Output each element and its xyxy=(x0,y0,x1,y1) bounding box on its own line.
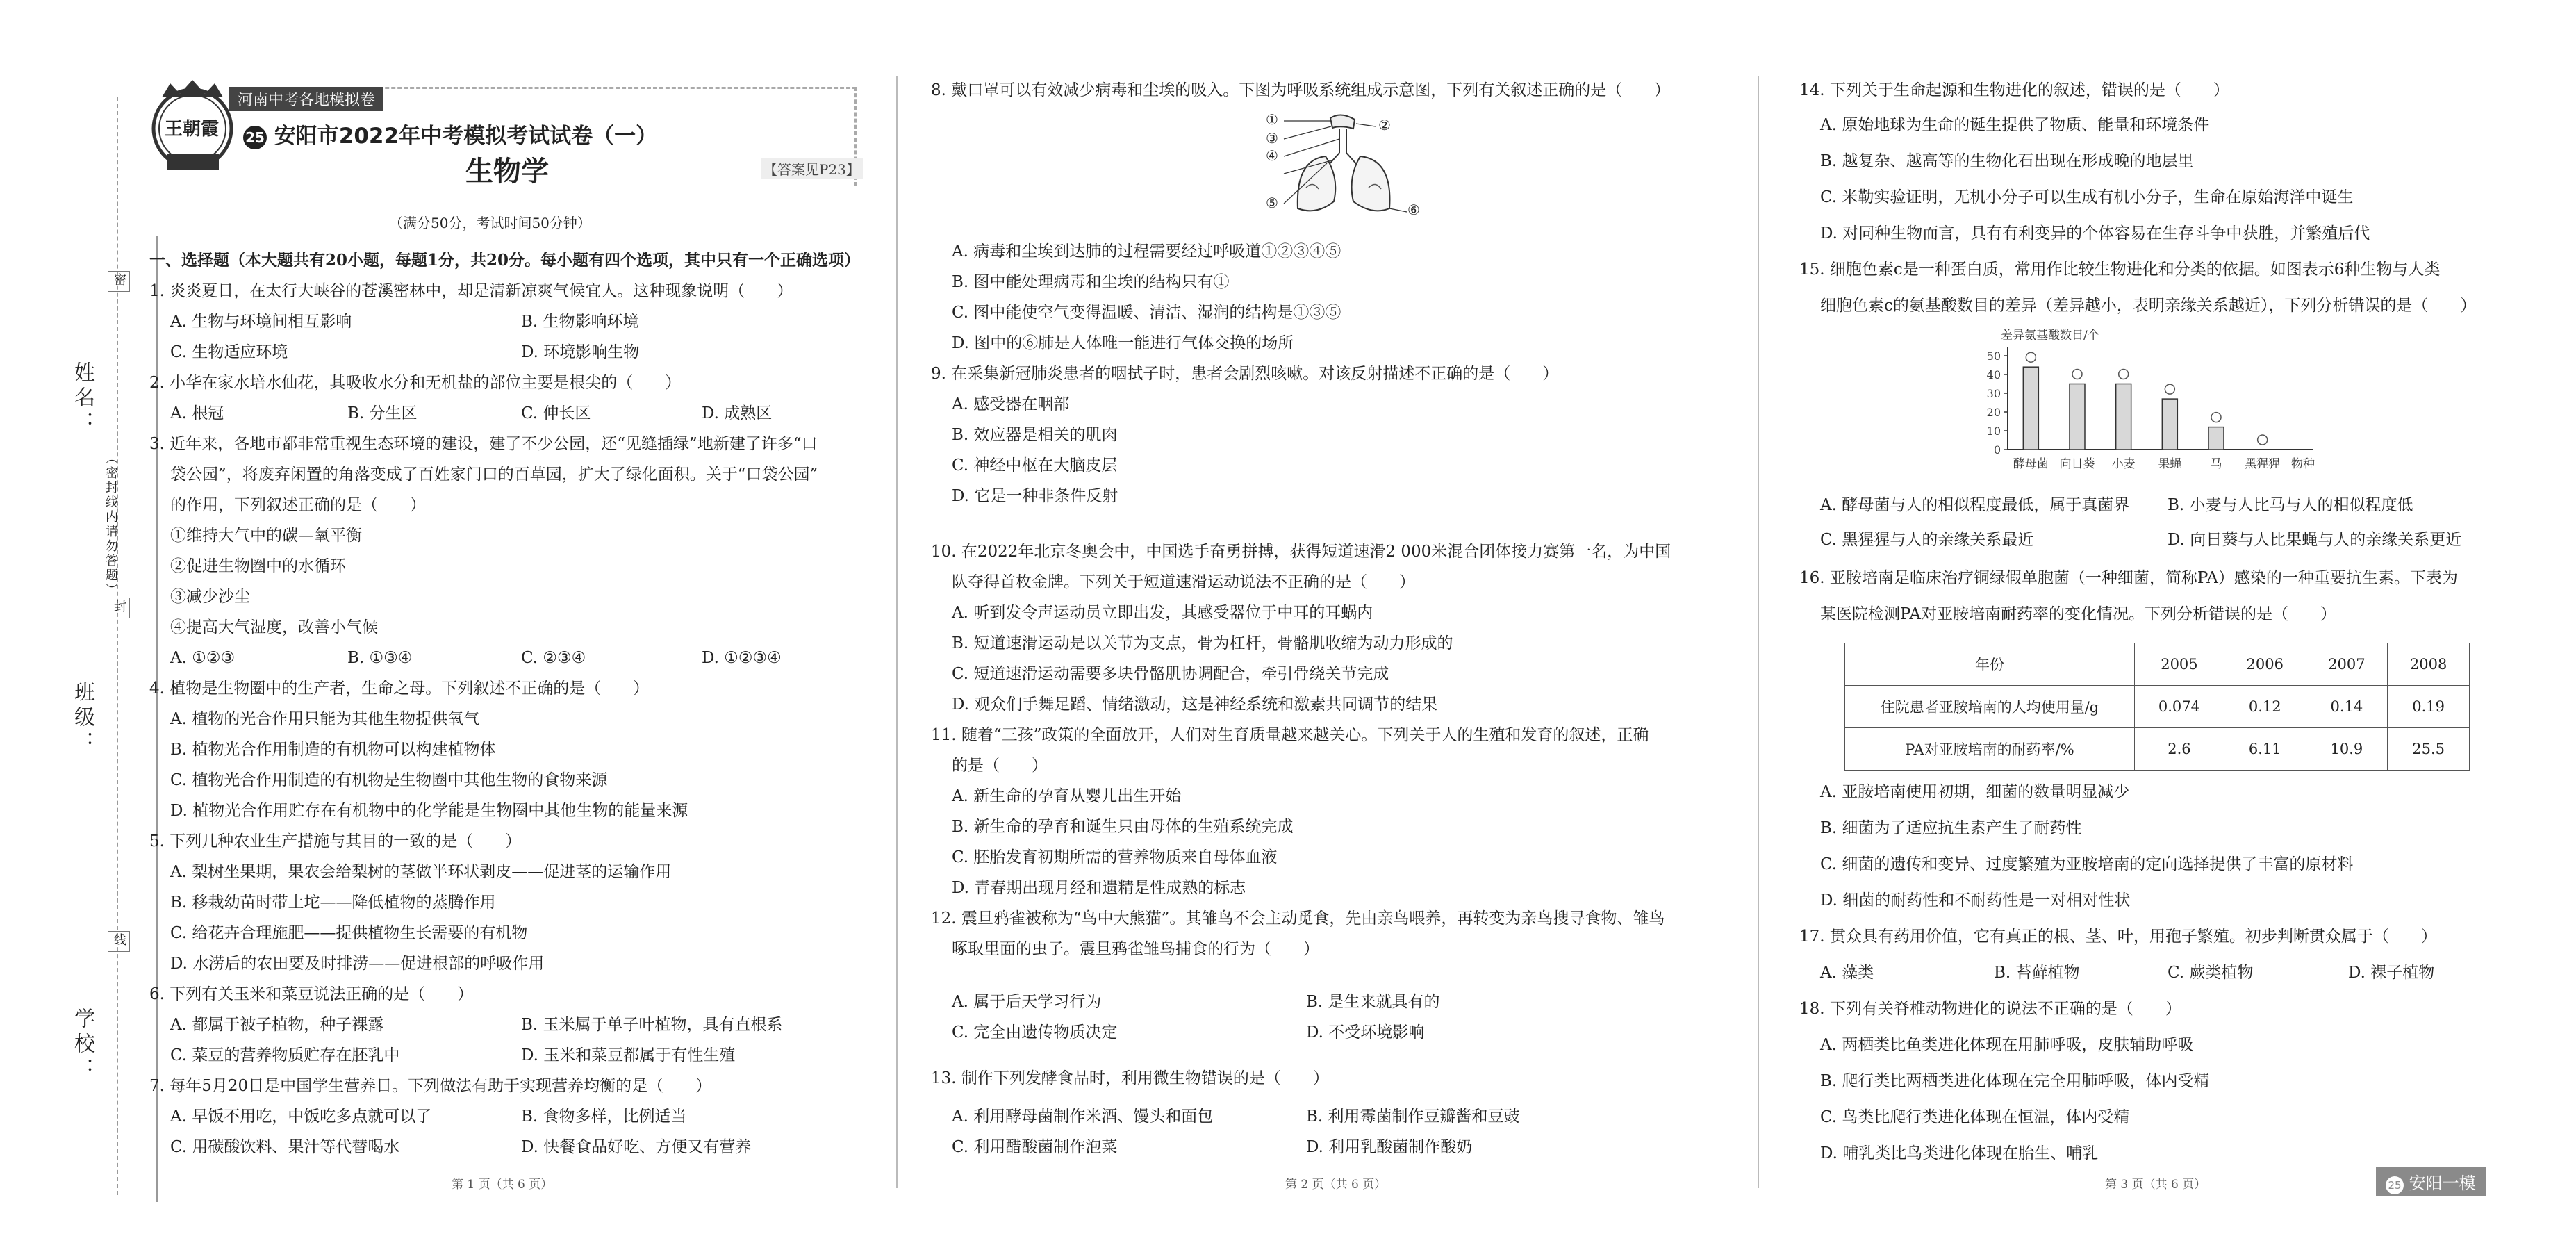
table-header-row xyxy=(1845,643,2470,686)
q6-option-d: D. 玉米和菜豆都属于有性生殖 xyxy=(521,1046,736,1064)
y-axis-label: 差异氨基酸数目/个 xyxy=(2001,329,2099,343)
q17-option-c: C. 蕨类植物 xyxy=(2168,964,2254,982)
amino-acid-chart xyxy=(1959,328,2348,481)
bar xyxy=(2208,427,2224,450)
score-info: （满分50分，考试时间50分钟） xyxy=(389,215,591,231)
q3-option-a: A. ①②③ xyxy=(170,649,236,667)
diagram-label-1: ① xyxy=(1266,111,1278,128)
q14-option-b: B. 越复杂、越高等的生物化石出现在形成晚的地层里 xyxy=(1820,152,2194,170)
name-label: 姓名： xyxy=(70,361,94,436)
q18-option-c: C. 鸟类比爬行类进化体现在恒温，体内受精 xyxy=(1820,1108,2130,1126)
bar xyxy=(2023,367,2038,450)
q11-stem-line1: 11. 随着“三孩”政策的全面放开，人们对生育质量越来越关心。下列关于人的生殖和发育的叙述，正确 xyxy=(931,726,1649,744)
x-tick-label: 向日葵 xyxy=(2059,457,2095,471)
organism-icon xyxy=(2026,352,2036,362)
y-tick-label: 10 xyxy=(1986,425,2001,438)
q11-option-b: B. 新生命的孕育和诞生只由母体的生殖系统完成 xyxy=(952,818,1294,836)
table-cell: 年份 xyxy=(1845,643,2135,686)
q16-option-d: D. 细菌的耐药性和不耐药性是一对相对性状 xyxy=(1820,891,2131,909)
q15-option-d: D. 向日葵与人比果蝇与人的亲缘关系更近 xyxy=(2168,531,2462,549)
exam-title-row xyxy=(243,118,657,149)
exam-tag-number: 25 xyxy=(2386,1176,2404,1194)
q14-option-a: A. 原始地球为生命的诞生提供了物质、能量和环境条件 xyxy=(1820,116,2210,134)
table-cell: 2008 xyxy=(2388,643,2470,686)
q11-option-c: C. 胚胎发育初期所需的营养物质来自母体血液 xyxy=(952,848,1278,866)
diagram-label-6: ⑥ xyxy=(1407,201,1420,218)
q13-option-c: C. 利用醋酸菌制作泡菜 xyxy=(952,1138,1118,1156)
q13-option-a: A. 利用酵母菌制作米酒、馒头和面包 xyxy=(952,1108,1214,1126)
exam-tag xyxy=(2376,1167,2486,1196)
q12-stem-line2: 啄取里面的虫子。震旦鸦雀雏鸟捕食的行为（ ） xyxy=(952,940,1319,958)
q3-option-b: B. ①③④ xyxy=(347,649,413,667)
table-cell: 住院患者亚胺培南的人均使用量/g xyxy=(1845,686,2135,728)
q18-option-a: A. 两栖类比鱼类进化体现在用肺呼吸，皮肤辅助呼吸 xyxy=(1820,1036,2194,1054)
q11-option-a: A. 新生命的孕育从婴儿出生开始 xyxy=(952,787,1182,805)
q11-stem-line2: 的是（ ） xyxy=(952,757,1048,775)
q17-option-d: D. 裸子植物 xyxy=(2348,964,2435,982)
q17-option-a: A. 藻类 xyxy=(1820,964,1874,982)
mark-feng: 封 xyxy=(108,598,130,618)
x-tick-label: 果蝇 xyxy=(2158,457,2182,471)
diagram-label-4: ④ xyxy=(1266,147,1278,164)
y-tick-label: 40 xyxy=(1986,368,2001,381)
q12-option-b: B. 是生来就具有的 xyxy=(1306,993,1440,1011)
q3-stem-line2: 袋公园”，将废弃闲置的角落变成了百姓家门口的百草园，扩大了绿化面积。关于“口袋公园” xyxy=(170,466,818,484)
q12-stem-line1: 12. 震旦鸦雀被称为“鸟中大熊猫”。其雏鸟不会主动觅食，先由亲鸟喂养，再转变为亲鸟搜寻食物、雏鸟 xyxy=(931,909,1665,928)
mark-xian: 线 xyxy=(108,931,130,952)
table-cell: PA对亚胺培南的耐药率/% xyxy=(1845,728,2135,771)
mark-mi: 密 xyxy=(108,271,130,292)
seal-note: （密封线内请勿答题） xyxy=(104,452,118,598)
y-tick-label: 30 xyxy=(1986,387,2001,400)
q16-option-a: A. 亚胺培南使用初期，细菌的数量明显减少 xyxy=(1820,783,2130,801)
q16-stem-line2: 某医院检测PA对亚胺培南耐药率的变化情况。下列分析错误的是（ ） xyxy=(1820,605,2336,623)
q3-option-c: C. ②③④ xyxy=(521,649,586,667)
q2-option-a: A. 根冠 xyxy=(170,404,224,422)
school-label: 学校： xyxy=(70,1007,94,1083)
lungs-diagram-icon xyxy=(1264,111,1424,226)
bar-chart xyxy=(1959,328,2348,481)
table-cell: 25.5 xyxy=(2388,728,2470,771)
q4-option-c: C. 植物光合作用制造的有机物是生物圈中其他生物的食物来源 xyxy=(170,771,608,789)
logo xyxy=(149,76,236,181)
table-cell: 0.074 xyxy=(2135,686,2224,728)
q14-option-c: C. 米勒实验证明，无机小分子可以生成有机小分子，生命在原始海洋中诞生 xyxy=(1820,188,2354,206)
table-cell: 0.14 xyxy=(2306,686,2388,728)
x-axis-label: 物种 xyxy=(2291,457,2315,471)
q4-option-a: A. 植物的光合作用只能为其他生物提供氧气 xyxy=(170,710,480,728)
q7-option-a: A. 早饭不用吃，中饭吃多点就可以了 xyxy=(170,1108,432,1126)
table-cell: 2006 xyxy=(2224,643,2306,686)
diagram-label-5: ⑤ xyxy=(1266,195,1278,211)
q5-stem: 5. 下列几种农业生产措施与其目的一致的是（ ） xyxy=(149,832,522,850)
x-tick-label: 酵母菌 xyxy=(2013,457,2049,471)
table-cell: 0.12 xyxy=(2224,686,2306,728)
bar xyxy=(2116,384,2131,450)
q14-option-d: D. 对同种生物而言，具有有利变异的个体容易在生存斗争中获胜，并繁殖后代 xyxy=(1820,224,2370,242)
q13-stem: 13. 制作下列发酵食品时，利用微生物错误的是（ ） xyxy=(931,1069,1329,1087)
q10-option-b: B. 短道速滑运动是以关节为支点，骨为杠杆，骨骼肌收缩为动力形成的 xyxy=(952,634,1453,652)
q4-stem: 4. 植物是生物圈中的生产者，生命之母。下列叙述不正确的是（ ） xyxy=(149,680,650,698)
q7-option-b: B. 食物多样，比例适当 xyxy=(521,1108,687,1126)
q8-stem: 8. 戴口罩可以有效减少病毒和尘埃的吸入。下图为呼吸系统组成示意图，下列有关叙述正确的是（ ） xyxy=(931,81,1671,99)
q16-stem-line1: 16. 亚胺培南是临床治疗铜绿假单胞菌（一种细菌，简称PA）感染的一种重要抗生素。下表为 xyxy=(1799,569,2458,587)
q12-option-c: C. 完全由遗传物质决定 xyxy=(952,1023,1118,1042)
q16-option-b: B. 细菌为了适应抗生素产生了耐药性 xyxy=(1820,819,2082,837)
q1-option-b: B. 生物影响环境 xyxy=(521,313,639,331)
q10-option-d: D. 观众们手舞足蹈、情绪激动，这是神经系统和激素共同调节的结果 xyxy=(952,695,1438,714)
q15-stem-line1: 15. 细胞色素c是一种蛋白质，常用作比较生物进化和分类的依据。如图表示6种生物与人类 xyxy=(1799,261,2441,279)
q16-option-c: C. 细菌的遗传和变异、过度繁殖为亚胺培南的定向选择提供了丰富的原材料 xyxy=(1820,855,2354,873)
section-title: 一、选择题（本大题共有20小题，每题1分，共20分。每小题有四个选项，其中只有一个正确选项） xyxy=(149,251,861,270)
q7-option-d: D. 快餐食品好吃、方便又有营养 xyxy=(521,1138,752,1156)
q5-option-c: C. 给花卉合理施肥——提供植物生长需要的有机物 xyxy=(170,924,528,942)
organism-icon xyxy=(2258,435,2268,445)
q10-option-c: C. 短道速滑运动需要多块骨骼肌协调配合，牵引骨绕关节完成 xyxy=(952,665,1389,683)
y-tick-label: 0 xyxy=(1993,443,2001,456)
table-cell: 0.19 xyxy=(2388,686,2470,728)
x-tick-label: 马 xyxy=(2210,457,2222,471)
q15-option-b: B. 小麦与人比马与人的相似程度低 xyxy=(2168,496,2413,514)
q3-stem-line3: 的作用，下列叙述正确的是（ ） xyxy=(170,496,426,514)
q12-option-a: A. 属于后天学习行为 xyxy=(952,993,1102,1011)
table-cell: 2.6 xyxy=(2135,728,2224,771)
q17-option-b: B. 苔藓植物 xyxy=(1994,964,2080,982)
q8-option-b: B. 图中能处理病毒和尘埃的结构只有① xyxy=(952,273,1230,291)
q18-option-d: D. 哺乳类比鸟类进化体现在胎生、哺乳 xyxy=(1820,1144,2099,1162)
resistance-table xyxy=(1844,643,2470,771)
q3-item-2: ②促进生物圈中的水循环 xyxy=(170,557,346,575)
q1-option-a: A. 生物与环境间相互影响 xyxy=(170,313,352,331)
q18-option-b: B. 爬行类比两栖类进化体现在完全用肺呼吸，体内受精 xyxy=(1820,1072,2210,1090)
q8-option-a: A. 病毒和尘埃到达肺的过程需要经过呼吸道①②③④⑤ xyxy=(952,242,1341,261)
q10-option-a: A. 听到发令声运动员立即出发，其感受器位于中耳的耳蜗内 xyxy=(952,604,1373,622)
q13-option-d: D. 利用乳酸菌制作酸奶 xyxy=(1306,1138,1473,1156)
q3-stem-line1: 3. 近年来，各地市都非常重视生态环境的建设，建了不少公园，还“见缝插绿”地新建了许多“口 xyxy=(149,435,818,453)
series-tag: 河南中考各地模拟卷 xyxy=(229,87,383,111)
q1-stem: 1. 炎炎夏日，在太行大峡谷的苍溪密林中，却是清新凉爽气候宜人。这种现象说明（ ） xyxy=(149,282,793,300)
diagram-label-3: ③ xyxy=(1266,130,1278,147)
page-footer-2: 第 2 页（共 6 页） xyxy=(1285,1178,1387,1192)
exam-title: 安阳市2022年中考模拟考试试卷（一） xyxy=(274,124,658,149)
q11-option-d: D. 青春期出现月经和遗精是性成熟的标志 xyxy=(952,879,1246,897)
q1-option-c: C. 生物适应环境 xyxy=(170,343,288,361)
q13-option-b: B. 利用霉菌制作豆瓣酱和豆豉 xyxy=(1306,1108,1520,1126)
q3-option-d: D. ①②③④ xyxy=(702,649,782,667)
q7-stem: 7. 每年5月20日是中国学生营养日。下列做法有助于实现营养均衡的是（ ） xyxy=(149,1077,712,1095)
q6-stem: 6. 下列有关玉米和菜豆说法正确的是（ ） xyxy=(149,985,474,1003)
q2-stem: 2. 小华在家水培水仙花，其吸收水分和无机盐的部位主要是根尖的（ ） xyxy=(149,374,682,392)
q9-option-c: C. 神经中枢在大脑皮层 xyxy=(952,456,1118,475)
answer-ref: 【答案见P23】 xyxy=(761,158,863,179)
q3-item-3: ③减少沙尘 xyxy=(170,588,250,606)
q4-option-d: D. 植物光合作用贮存在有机物中的化学能是生物圈中其他生物的能量来源 xyxy=(170,802,688,820)
q5-option-b: B. 移栽幼苗时带土坨——降低植物的蒸腾作用 xyxy=(170,894,496,912)
q15-stem-line2: 细胞色素c的氨基酸数目的差异（差异越小，表明亲缘关系越近），下列分析错误的是（ ） xyxy=(1820,297,2477,315)
column-divider-2 xyxy=(1758,76,1759,1188)
organism-icon xyxy=(2165,384,2174,394)
q3-item-1: ①维持大气中的碳—氧平衡 xyxy=(170,527,362,545)
q9-option-a: A. 感受器在咽部 xyxy=(952,395,1070,413)
bar xyxy=(2070,384,2085,450)
q1-option-d: D. 环境影响生物 xyxy=(521,343,640,361)
q5-option-a: A. 梨树坐果期，果农会给梨树的茎做半环状剥皮——促进茎的运输作用 xyxy=(170,863,672,881)
class-label: 班级： xyxy=(70,681,94,756)
q4-option-b: B. 植物光合作用制造的有机物可以构建植物体 xyxy=(170,741,496,759)
table-cell: 2005 xyxy=(2135,643,2224,686)
q12-option-d: D. 不受环境影响 xyxy=(1306,1023,1425,1042)
q14-stem: 14. 下列关于生命起源和生物进化的叙述，错误的是（ ） xyxy=(1799,81,2229,99)
q9-option-b: B. 效应器是相关的肌肉 xyxy=(952,426,1118,444)
table-cell: 10.9 xyxy=(2306,728,2388,771)
q2-option-c: C. 伸长区 xyxy=(521,404,591,422)
logo-text: 王朝霞 xyxy=(165,119,220,140)
exam-tag-text: 安阳一模 xyxy=(2409,1174,2476,1193)
organism-icon xyxy=(2072,370,2082,379)
diagram-label-2: ② xyxy=(1378,117,1391,133)
q2-option-d: D. 成熟区 xyxy=(702,404,773,422)
q9-stem: 9. 在采集新冠肺炎患者的咽拭子时，患者会剧烈咳嗽。对该反射描述不正确的是（ ） xyxy=(931,365,1559,383)
seal-line xyxy=(117,97,118,1195)
q9-option-d: D. 它是一种非条件反射 xyxy=(952,487,1118,505)
q18-stem: 18. 下列有关脊椎动物进化的说法不正确的是（ ） xyxy=(1799,1000,2181,1018)
column-divider-1 xyxy=(896,76,898,1188)
y-tick-label: 50 xyxy=(1986,349,2001,363)
table-cell: 6.11 xyxy=(2224,728,2306,771)
q6-option-c: C. 菜豆的营养物质贮存在胚乳中 xyxy=(170,1046,400,1064)
q15-option-a: A. 酵母菌与人的相似程度最低，属于真菌界 xyxy=(1820,496,2130,514)
q5-option-d: D. 水涝后的农田要及时排涝——促进根部的呼吸作用 xyxy=(170,955,545,973)
q6-option-b: B. 玉米属于单子叶植物，具有直根系 xyxy=(521,1016,783,1034)
respiratory-diagram xyxy=(1264,111,1424,226)
subject-title: 生物学 xyxy=(465,156,549,188)
organism-icon xyxy=(2211,413,2221,422)
x-tick-label: 小麦 xyxy=(2111,457,2136,471)
bar xyxy=(2162,399,2177,450)
q3-item-4: ④提高大气湿度，改善小气候 xyxy=(170,618,378,636)
q10-stem-line2: 队夺得首枚金牌。下列关于短道速滑运动说法不正确的是（ ） xyxy=(952,573,1415,591)
q7-option-c: C. 用碳酸饮料、果汁等代替喝水 xyxy=(170,1138,400,1156)
q17-stem: 17. 贯众具有药用价值，它有真正的根、茎、叶，用孢子繁殖。初步判断贯众属于（ ） xyxy=(1799,928,2437,946)
page-footer-1: 第 1 页（共 6 页） xyxy=(452,1178,553,1192)
q10-stem-line1: 10. 在2022年北京冬奥会中，中国选手奋勇拼搏，获得短道速滑2 000米混合团体接力赛第一名，为中国 xyxy=(931,543,1671,561)
q15-option-c: C. 黑猩猩与人的亲缘关系最近 xyxy=(1820,531,2034,549)
q8-option-c: C. 图中能使空气变得温暖、清洁、湿润的结构是①③⑤ xyxy=(952,304,1341,322)
table-row xyxy=(1845,686,2470,728)
y-tick-label: 20 xyxy=(1986,406,2001,419)
page-footer-3: 第 3 页（共 6 页） xyxy=(2105,1178,2206,1192)
table-row xyxy=(1845,728,2470,771)
q2-option-b: B. 分生区 xyxy=(347,404,418,422)
table-cell: 2007 xyxy=(2306,643,2388,686)
x-tick-label: 黑猩猩 xyxy=(2245,457,2281,471)
exam-number-badge: 25 xyxy=(243,126,267,149)
q6-option-a: A. 都属于被子植物，种子裸露 xyxy=(170,1016,384,1034)
q8-option-d: D. 图中的⑥肺是人体唯一能进行气体交换的场所 xyxy=(952,334,1294,352)
organism-icon xyxy=(2119,370,2129,379)
